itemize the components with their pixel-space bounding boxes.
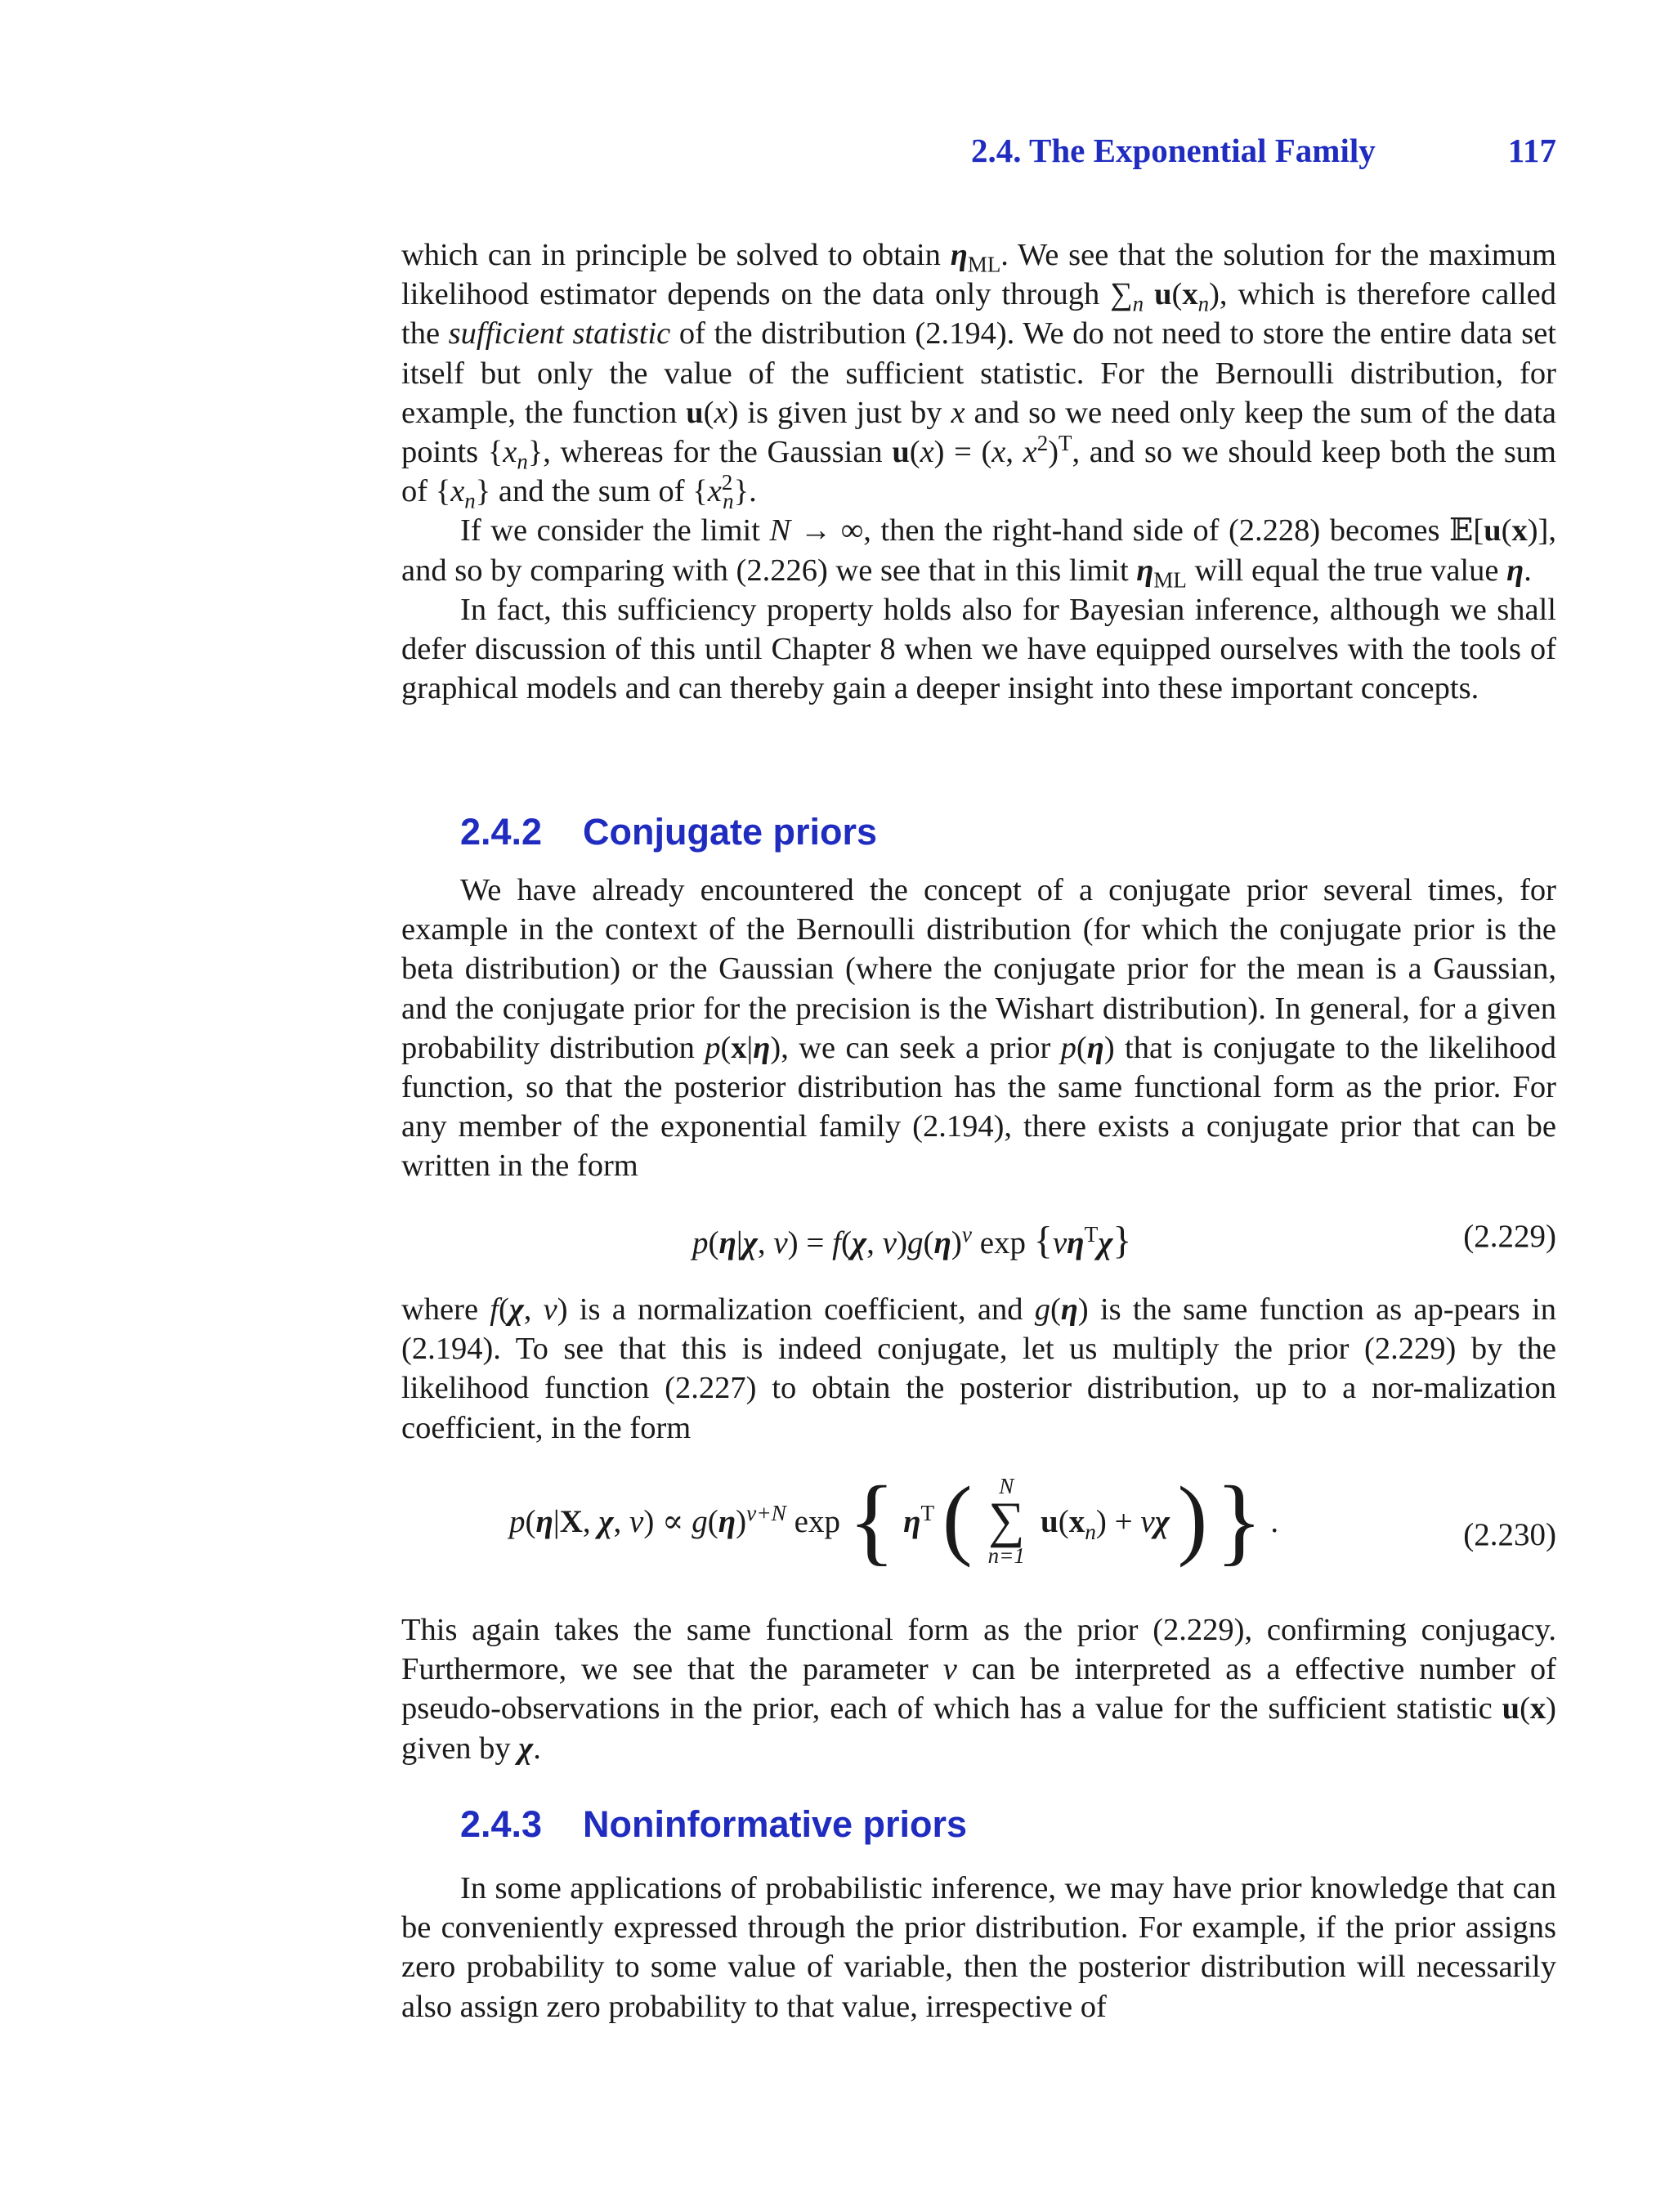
paragraph-text: which can in principle be solved to obtain $\eta_{ML}$. We see that the solution for the maximum likelihood estimator depends on the data only through $\sum_n$ $u(x_n)$, which is therefore called the sufficient statistic of the distribution (2.194). We do not need to store the entire data set itself but only the value of the sufficient statistic. For the Bernoulli distribution, for example, the function u(x) is given just by x and so we need only keep the sum of the data points $\{x_n\}$, whereas for the Gaussian u(x) = (x, $x^2)^T$, and so we should keep both the sum of $\{x_n\}$ and the sum of $\{x^2_n\}$. [401, 238, 1557, 513]
summation-symbol: N ∑ n=1 [987, 1474, 1025, 1569]
left-paren: ( [942, 1468, 973, 1569]
left-brace: { [848, 1466, 896, 1574]
running-head-title: 2.4. The Exponential Family [971, 132, 1376, 169]
section-number: 2.4.3 [460, 1803, 543, 1845]
paragraph-conjugacy [401, 1610, 1556, 1768]
section-title: Conjugate priors [583, 811, 878, 853]
paragraph-text: where f(χ, ν) is a normalization coefficient, and g(η) is the same function as ap-pears in (2.194). To see that this is indeed conjugate, let us multiply the prior (2.229) by the likelihood function (2.227) to obtain the posterior distribution, up to a nor-malization coefficient, in the form [401, 1292, 1556, 1445]
section-heading-noninformative-priors [460, 1803, 967, 1846]
equation-number: (2.229) [1463, 1219, 1556, 1254]
equation-body: p(η|X, χ, $\nu) \propto g(\eta)^{\nu+N}$ exp { $\eta^T$ ( N ∑ n=1 $u(x_n) + \nu\chi$ ) } . [509, 1466, 1279, 1574]
right-paren: ) [1177, 1468, 1208, 1569]
section-heading-conjugate-priors [460, 811, 877, 853]
paragraph-text: In some applications of probabilistic inference, we may have prior knowledge that can be conveniently expressed through the prior distribution. For example, if the prior assigns zero probability to some value of variable, then the posterior distribution will necessarily also assign zero probability to that value, irrespective of [401, 1871, 1556, 2024]
section-number: 2.4.2 [460, 811, 543, 853]
section-title: Noninformative priors [583, 1803, 968, 1845]
paragraph-noninformative [401, 1869, 1556, 2026]
paragraph-limit: If we consider the limit N → ∞, then the right-hand side of (2.228) becomes 𝔼[u(x)], and so by comparing with (2.226) we see that in this limit $\eta_{ML}$ will equal the true value η. [401, 513, 1556, 593]
running-head [971, 131, 1556, 173]
equation-2-229 [401, 1210, 1556, 1262]
paragraph-text: This again takes the same functional form as the prior (2.229), confirming conjugacy. Furthermore, we see that the parameter ν can be interpreted as a effective number of pseudo-observations in the prior, each of which has a value for the sufficient statistic u(x) given by χ. [401, 1613, 1556, 1766]
paragraph-text: We have already encountered the concept of a conjugate prior several times, for example in the context of the Bernoulli distribution (for which the conjugate prior is the beta distribution) or the Gaussian (where the conjugate prior for the mean is a Gaussian, and the conjugate prior for the precision is the Wishart distribution). In general, for a given probability distribution p(x|η), we can seek a prior p(η) that is conjugate to the likelihood function, so that the posterior distribution has the same functional form as the prior. For any member of the exponential family (2.194), there exists a conjugate prior that can be written in the form [401, 873, 1556, 1184]
equation-body: p(η|χ, ν) = f(χ, $\nu)g(\eta)^\nu$ $\exp \{\nu\eta^T\chi\}$ [692, 1219, 1132, 1262]
equation-number: (2.230) [1463, 1517, 1556, 1552]
paragraph-sufficient-statistic [401, 235, 1556, 708]
equation-2-230 [401, 1466, 1556, 1602]
right-brace: } [1215, 1466, 1263, 1574]
paragraph-normalization [401, 1290, 1556, 1448]
paragraph-conjugate-intro [401, 871, 1556, 1186]
page-number: 117 [1507, 132, 1556, 169]
paragraph-bayesian: In fact, this sufficiency property holds also for Bayesian inference, although we shall defer discussion of this until Chapter 8 when we have equipped ourselves with the tools of graphical models and can thereby gain a deeper insight into these important concepts. [401, 592, 1556, 706]
